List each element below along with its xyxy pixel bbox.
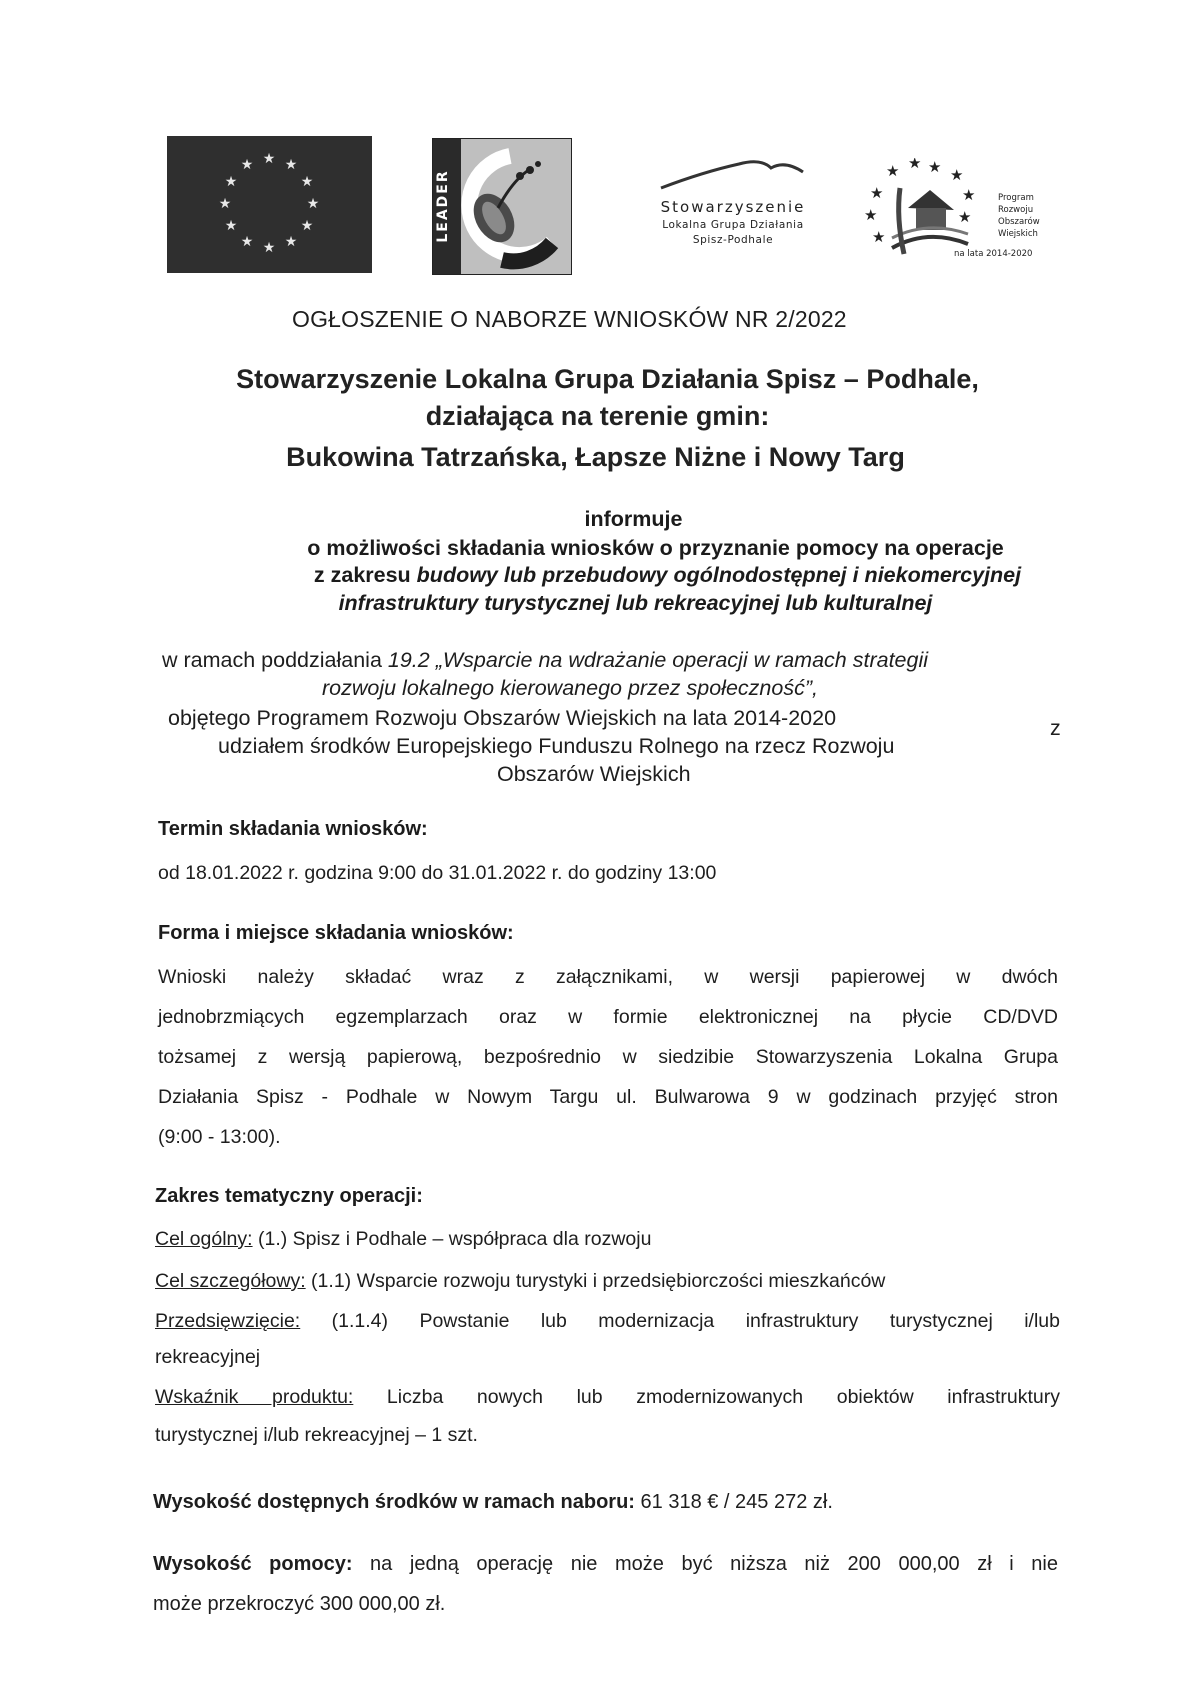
lgd-logo-line2: Lokalna Grupa Działania xyxy=(662,219,804,231)
info-line2: o możliwości składania wniosków o przyznanie pomocy na operacje xyxy=(307,536,1004,560)
eu-flag-logo xyxy=(167,136,372,273)
announcement-title: OGŁOSZENIE O NABORZE WNIOSKÓW NR 2/2022 xyxy=(292,306,847,332)
svg-text:★: ★ xyxy=(284,234,298,250)
programme-line1 xyxy=(162,648,928,673)
organization-line1: Stowarzyszenie Lokalna Grupa Działania Spisz – Podhale, xyxy=(236,364,979,394)
wysokosc-pomocy-line2: może przekroczyć 300 000,00 zł. xyxy=(153,1593,446,1615)
svg-text:★: ★ xyxy=(306,196,320,212)
cel-szczegolowy-label: Cel szczegółowy: xyxy=(155,1270,306,1292)
term-heading: Termin składania wniosków: xyxy=(158,818,428,840)
svg-text:★: ★ xyxy=(224,174,238,190)
info-line3 xyxy=(0,563,1191,588)
wskaznik-value: Liczba nowych lub zmodernizowanych obiektów infrastruktury xyxy=(353,1386,1060,1408)
svg-text:★: ★ xyxy=(218,196,232,212)
wysokosc-pomocy-value: na jedną operację nie może być niższa niż 200 000,00 zł i nie xyxy=(352,1553,1058,1575)
wysokosc-srodkow xyxy=(153,1491,833,1514)
info-line4: infrastruktury turystycznej lub rekreacyjnej lub kulturalnej xyxy=(338,591,933,615)
svg-text:★: ★ xyxy=(870,184,884,202)
przedsiewziecie-line1 xyxy=(155,1310,1060,1333)
prow-logo xyxy=(858,158,1058,268)
programme-line3: objętego Programem Rozwoju Obszarów Wiejskich na lata 2014-2020 xyxy=(168,706,837,730)
przedsiewziecie-line2: rekreacyjnej xyxy=(155,1346,261,1368)
mountain-line-icon xyxy=(643,150,823,195)
leader-text: LEADER xyxy=(435,169,451,243)
info-line1: informuje xyxy=(584,507,683,531)
programme-line4: udziałem środków Europejskiego Funduszu Rolnego na rzecz Rozwoju xyxy=(218,734,895,758)
svg-text:★: ★ xyxy=(240,234,254,250)
lgd-spisz-podhale-logo xyxy=(643,150,823,260)
zakres-heading: Zakres tematyczny operacji: xyxy=(155,1185,423,1207)
svg-text:★: ★ xyxy=(224,218,238,234)
svg-text:★: ★ xyxy=(262,240,276,256)
programme-line1-plain: w ramach poddziałania xyxy=(162,648,388,672)
prow-line2: Rozwoju xyxy=(998,205,1034,215)
svg-text:★: ★ xyxy=(284,157,298,173)
cel-szczegolowy-value: (1.1) Wsparcie rozwoju turystyki i przedsiębiorczości mieszkańców xyxy=(305,1270,886,1292)
wysokosc-pomocy-label: Wysokość pomocy: xyxy=(153,1553,353,1575)
cel-ogolny xyxy=(155,1228,651,1251)
svg-text:★: ★ xyxy=(262,151,276,167)
prow-years: na lata 2014-2020 xyxy=(954,249,1033,259)
svg-text:★: ★ xyxy=(240,157,254,173)
cel-ogolny-label: Cel ogólny: xyxy=(155,1228,253,1250)
forma-line5: (9:00 - 13:00). xyxy=(158,1126,281,1148)
forma-line3: tożsamej z wersją papierową, bezpośrednio w siedzibie Stowarzyszenia Lokalna Grupa xyxy=(158,1046,1058,1068)
prow-line1: Program xyxy=(998,193,1034,203)
term-value: od 18.01.2022 r. godzina 9:00 do 31.01.2022 r. do godziny 13:00 xyxy=(158,862,717,884)
cel-szczegolowy xyxy=(155,1270,885,1293)
svg-text:★: ★ xyxy=(950,166,964,184)
forma-line1: Wnioski należy składać wraz z załącznikami, w wersji papierowej w dwóch xyxy=(158,966,1058,988)
organization-line3: Bukowina Tatrzańska, Łapsze Niżne i Nowy Targ xyxy=(286,442,905,472)
wysokosc-srodkow-label: Wysokość dostępnych środków w ramach naboru: xyxy=(153,1491,635,1513)
prow-logo-text xyxy=(998,192,1058,240)
programme-line1-italic: 19.2 „Wsparcie na wdrażanie operacji w ramach strategii xyxy=(387,648,929,672)
prow-emblem-icon xyxy=(858,158,998,258)
svg-text:★: ★ xyxy=(872,228,886,246)
przedsiewziecie-value: (1.1.4) Powstanie lub modernizacja infrastruktury turystycznej i/lub xyxy=(300,1310,1060,1332)
svg-text:★: ★ xyxy=(886,162,900,180)
forma-heading: Forma i miejsce składania wniosków: xyxy=(158,922,514,944)
przedsiewziecie-label: Przedsięwzięcie: xyxy=(155,1310,301,1332)
svg-text:★: ★ xyxy=(864,206,878,224)
svg-text:★: ★ xyxy=(300,218,314,234)
lgd-logo-line1: Stowarzyszenie xyxy=(660,198,806,216)
forma-line2: jednobrzmiących egzemplarzach oraz w formie elektronicznej na płycie CD/DVD xyxy=(158,1006,1058,1028)
programme-line2: rozwoju lokalnego kierowanego przez społeczność”, xyxy=(322,676,818,700)
svg-text:★: ★ xyxy=(908,158,922,172)
prow-line3: Obszarów xyxy=(998,217,1040,227)
svg-text:★: ★ xyxy=(300,174,314,190)
svg-text:★: ★ xyxy=(958,208,972,226)
programme-line5: Obszarów Wiejskich xyxy=(497,762,691,786)
forma-line4: Działania Spisz - Podhale w Nowym Targu ul. Bulwarowa 9 w godzinach przyjęć stron xyxy=(158,1086,1058,1108)
wskaznik-line1 xyxy=(155,1386,1060,1409)
info-line3-italic: budowy lub przebudowy ogólnodostępnej i niekomercyjnej xyxy=(416,563,1022,587)
leader-logo xyxy=(432,138,572,275)
info-line3-plain: z zakresu xyxy=(313,563,417,587)
cel-ogolny-value: (1.) Spisz i Podhale – współpraca dla rozwoju xyxy=(252,1228,652,1250)
lgd-logo-line3: Spisz-Podhale xyxy=(692,234,774,246)
wskaznik-label: Wskaźnik produktu: xyxy=(155,1386,354,1408)
organization-line2: działająca na terenie gmin: xyxy=(425,401,770,431)
prow-line4: Wiejskich xyxy=(998,229,1038,239)
svg-text:★: ★ xyxy=(928,158,942,176)
wskaznik-line2: turystycznej i/lub rekreacyjnej – 1 szt. xyxy=(155,1424,478,1446)
svg-text:★: ★ xyxy=(962,186,976,204)
wysokosc-srodkow-value: 61 318 € / 245 272 zł. xyxy=(634,1491,833,1513)
wysokosc-pomocy-line1 xyxy=(153,1553,1058,1576)
programme-z: z xyxy=(1050,716,1061,740)
